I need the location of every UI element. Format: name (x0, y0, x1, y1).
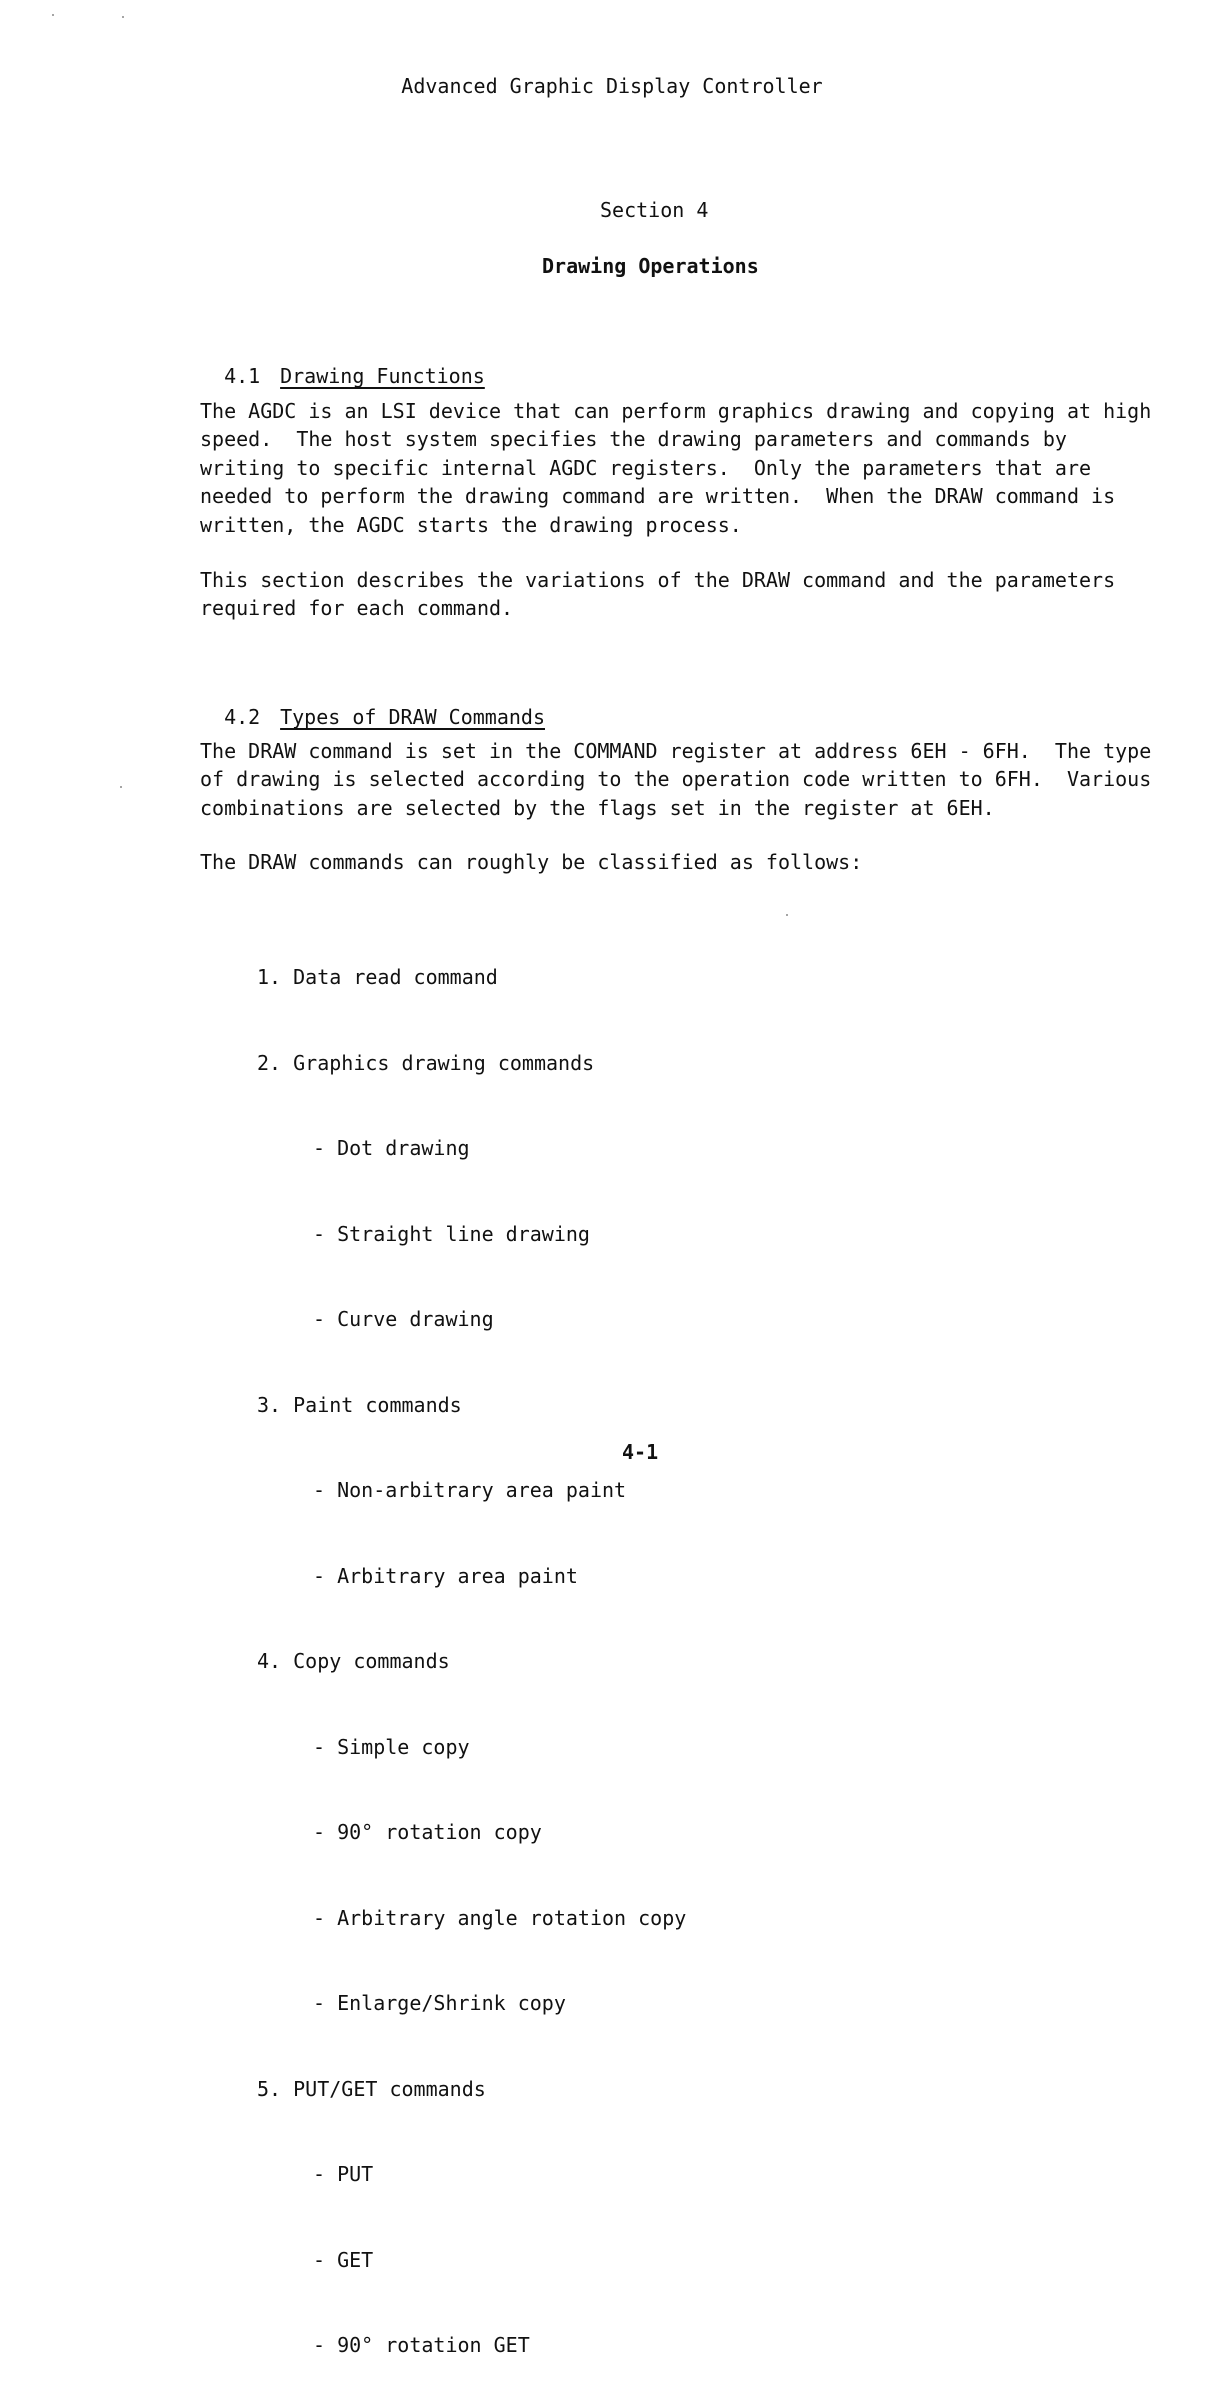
list-subitem: - Curve drawing (313, 1307, 494, 1331)
text-line: The AGDC is an LSI device that can perform graphics drawing and copying at high (200, 399, 1152, 423)
text-line: required for each command. (200, 596, 514, 621)
text-line: written, the AGDC starts the drawing process. (200, 512, 742, 537)
list-subitem: - PUT (313, 2162, 374, 2186)
section-label: Section 4 (600, 198, 709, 222)
list-subitem: - Dot drawing (313, 1136, 470, 1160)
text-line: This section describes the variations of the DRAW command and the parameters (200, 568, 1116, 592)
heading-4-2 (200, 681, 545, 729)
text-line: The DRAW command is set in the COMMAND register at address 6EH - 6FH. The type (200, 739, 1152, 763)
heading-number: 4.1 (224, 364, 261, 388)
paragraph-section-description (200, 566, 1120, 623)
list-subitem: - Arbitrary angle rotation copy (313, 1905, 687, 1930)
draw-command-list (257, 906, 686, 2388)
page-number: 4-1 (622, 1440, 659, 1464)
list-subitem: - Enlarge/Shrink copy (313, 1991, 566, 2015)
list-subitem: - Non-arbitrary area paint (313, 1478, 627, 1502)
heading-number: 4.2 (224, 705, 261, 729)
list-subitem: - Simple copy (313, 1734, 470, 1759)
running-header: Advanced Graphic Display Controller (401, 74, 823, 98)
heading-title: Drawing Functions (280, 364, 485, 388)
scan-speck (122, 16, 124, 18)
text-line: speed. The host system specifies the drawing parameters and commands by (200, 427, 1067, 452)
list-item: 3. Paint commands (257, 1392, 462, 1417)
list-item: 5. PUT/GET commands (257, 2076, 486, 2101)
scan-speck (786, 914, 788, 916)
text-line: of drawing is selected according to the operation code written to 6FH. Various (200, 767, 1152, 792)
scan-speck (120, 786, 122, 788)
text-line: combinations are selected by the flags set in the register at 6EH. (200, 795, 995, 820)
list-subitem: - Straight line drawing (313, 1221, 590, 1246)
paragraph-drawing-functions (200, 397, 1152, 539)
list-item: 1. Data read command (257, 965, 498, 989)
list-subitem: - GET (313, 2247, 374, 2272)
scan-speck (52, 14, 54, 16)
list-subitem: - 90° rotation copy (313, 1820, 542, 1844)
heading-title: Types of DRAW Commands (280, 705, 545, 729)
list-subitem: - 90° rotation GET (313, 2333, 530, 2357)
list-item: 2. Graphics drawing commands (257, 1050, 595, 1075)
heading-4-1 (200, 340, 485, 388)
paragraph-classification-intro: The DRAW commands can roughly be classified as follows: (200, 850, 863, 874)
text-line: writing to specific internal AGDC registers. Only the parameters that are (200, 455, 1092, 480)
list-subitem: - Arbitrary area paint (313, 1563, 578, 1588)
section-title: Drawing Operations (542, 254, 759, 278)
list-item: 4. Copy commands (257, 1649, 450, 1673)
text-line: needed to perform the drawing command are written. When the DRAW command is (200, 484, 1116, 509)
paragraph-draw-command (200, 737, 1152, 822)
